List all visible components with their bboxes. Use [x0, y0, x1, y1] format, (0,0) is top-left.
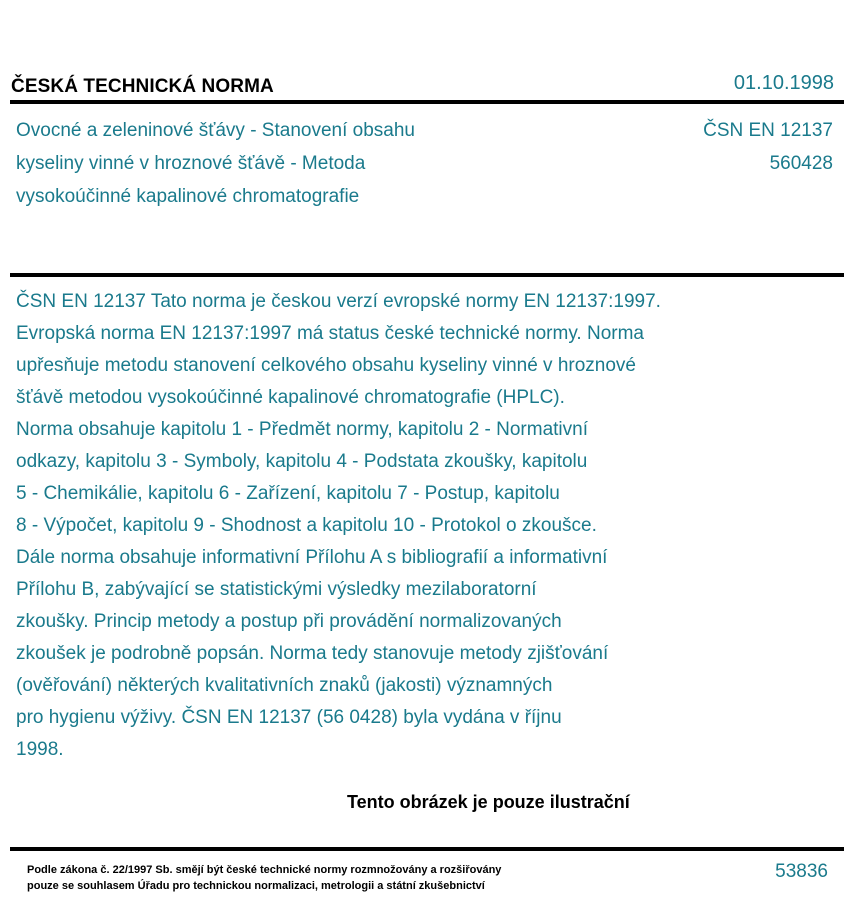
middle-divider	[10, 273, 844, 277]
body-line: (ověřování) některých kvalitativních znaků (jakosti) významných	[16, 675, 553, 696]
body-line: zkoušek je podrobně popsán. Norma tedy stanovuje metody zjišťování	[16, 643, 609, 664]
standard-identifiers	[703, 114, 833, 180]
header-date: 01.10.1998	[733, 72, 834, 94]
body-line: Dále norma obsahuje informativní Přílohu A s bibliografií a informativní	[16, 547, 608, 568]
body-line: Přílohu B, zabývající se statistickými výsledky mezilaboratorní	[16, 579, 537, 600]
classification-code: 560428	[769, 153, 833, 174]
bottom-divider	[10, 847, 844, 851]
body-line: 8 - Výpočet, kapitolu 9 - Shodnost a kapitolu 10 - Protokol o zkoušce.	[16, 515, 597, 536]
standard-number: ČSN EN 12137	[703, 120, 833, 141]
body-line: šťávě metodou vysokoúčinné kapalinové chromatografie (HPLC).	[16, 387, 565, 408]
body-line: Norma obsahuje kapitolu 1 - Předmět normy, kapitolu 2 - Normativní	[16, 419, 589, 440]
illustration-note: Tento obrázek je pouze ilustrační	[347, 792, 630, 812]
body-line: 1998.	[16, 739, 64, 760]
body-line: 5 - Chemikálie, kapitolu 6 - Zařízení, kapitolu 7 - Postup, kapitolu	[16, 483, 560, 504]
footer-number: 53836	[775, 861, 828, 882]
body-line: upřesňuje metodu stanovení celkového obsahu kyseliny vinné v hroznové	[16, 355, 636, 376]
footer-line: pouze se souhlasem Úřadu pro technickou normalizaci, metrologii a státní zkušebnictví	[27, 880, 485, 892]
header-title: ČESKÁ TECHNICKÁ NORMA	[11, 76, 274, 97]
subject-line: Ovocné a zeleninové šťávy - Stanovení obsahu	[16, 120, 415, 141]
standard-description	[16, 286, 836, 766]
footer-line: Podle zákona č. 22/1997 Sb. smějí být české technické normy rozmnožovány a rozšiřovány	[27, 864, 502, 876]
subject-line: kyseliny vinné v hroznové šťávě - Metoda	[16, 153, 366, 174]
body-line: Evropská norma EN 12137:1997 má status české technické normy. Norma	[16, 323, 644, 344]
standard-subject	[16, 114, 576, 213]
body-line: ČSN EN 12137 Tato norma je českou verzí evropské normy EN 12137:1997.	[16, 291, 661, 312]
top-divider	[10, 100, 844, 104]
body-line: odkazy, kapitolu 3 - Symboly, kapitolu 4 - Podstata zkoušky, kapitolu	[16, 451, 588, 472]
body-line: zkoušky. Princip metody a postup při provádění normalizovaných	[16, 611, 562, 632]
body-line: pro hygienu výživy. ČSN EN 12137 (56 0428) byla vydána v říjnu	[16, 707, 562, 728]
subject-line: vysokoúčinné kapalinové chromatografie	[16, 186, 360, 207]
footer-legal-note	[27, 862, 501, 894]
